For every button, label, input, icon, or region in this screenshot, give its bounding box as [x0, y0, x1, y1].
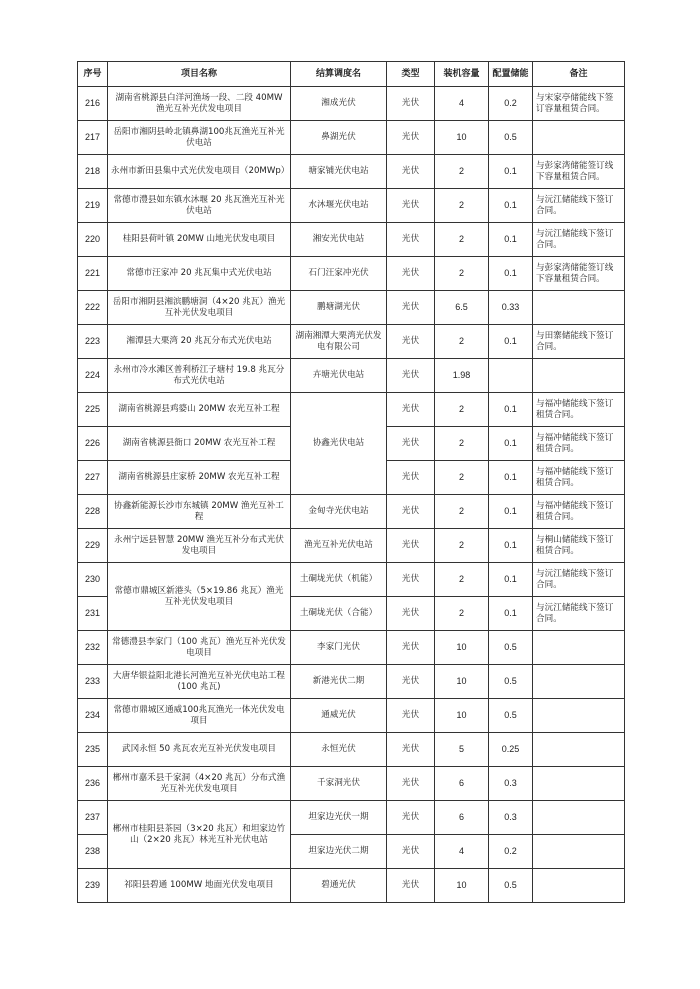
- remark: 与沅江储能线下签订合同。: [533, 189, 625, 223]
- project-name: 协鑫新能源长沙市东城镇 20MW 渔光互补工程: [108, 495, 291, 529]
- dispatch-name: 李家门光伏: [291, 631, 387, 665]
- table-row: [78, 733, 625, 767]
- table-row: [78, 563, 625, 597]
- capacity: 1.98: [435, 359, 489, 393]
- storage: [489, 359, 533, 393]
- row-number: 228: [78, 495, 108, 529]
- type: 光伏: [387, 427, 435, 461]
- row-number: 233: [78, 665, 108, 699]
- row-number: 231: [78, 597, 108, 631]
- table-header-row: [78, 62, 625, 87]
- capacity: 2: [435, 495, 489, 529]
- header-cell: 配置储能: [489, 62, 533, 87]
- remark: [533, 291, 625, 325]
- header-cell: 序号: [78, 62, 108, 87]
- capacity: 2: [435, 461, 489, 495]
- remark: 与田寨储能线下签订合同。: [533, 325, 625, 359]
- dispatch-name: 协鑫光伏电站: [291, 393, 387, 495]
- capacity: 2: [435, 189, 489, 223]
- storage: 0.1: [489, 393, 533, 427]
- storage: 0.1: [489, 495, 533, 529]
- dispatch-name: 永恒光伏: [291, 733, 387, 767]
- table-row: [78, 393, 625, 427]
- project-name: 郴州市嘉禾县千家洞（4×20 兆瓦）分布式渔光互补光伏发电项目: [108, 767, 291, 801]
- remark: [533, 665, 625, 699]
- table-row: [78, 529, 625, 563]
- row-number: 219: [78, 189, 108, 223]
- storage: 0.1: [489, 427, 533, 461]
- capacity: 2: [435, 529, 489, 563]
- type: 光伏: [387, 291, 435, 325]
- project-name: 桂阳县荷叶镇 20MW 山地光伏发电项目: [108, 223, 291, 257]
- type: 光伏: [387, 733, 435, 767]
- capacity: 2: [435, 427, 489, 461]
- row-number: 237: [78, 801, 108, 835]
- remark: 与沅江储能线下签订合同。: [533, 563, 625, 597]
- storage: 0.25: [489, 733, 533, 767]
- capacity: 2: [435, 325, 489, 359]
- storage: 0.2: [489, 835, 533, 869]
- table-row: [78, 223, 625, 257]
- remark: [533, 869, 625, 903]
- row-number: 229: [78, 529, 108, 563]
- remark: 与宋家亭储能线下签订容量租赁合同。: [533, 87, 625, 121]
- table-row: [78, 767, 625, 801]
- type: 光伏: [387, 767, 435, 801]
- remark: [533, 835, 625, 869]
- type: 光伏: [387, 461, 435, 495]
- type: 光伏: [387, 223, 435, 257]
- capacity: 2: [435, 257, 489, 291]
- type: 光伏: [387, 563, 435, 597]
- remark: 与彭家湾储能签订线下容量租赁合同。: [533, 257, 625, 291]
- remark: 与福冲储能线下签订租赁合同。: [533, 427, 625, 461]
- dispatch-name: 碧通光伏: [291, 869, 387, 903]
- type: 光伏: [387, 631, 435, 665]
- capacity: 2: [435, 597, 489, 631]
- project-name: 祁阳县碧通 100MW 地面光伏发电项目: [108, 869, 291, 903]
- dispatch-name: 塘家铺光伏电站: [291, 155, 387, 189]
- dispatch-name: 湘成光伏: [291, 87, 387, 121]
- type: 光伏: [387, 529, 435, 563]
- project-name: 岳阳市湘阴县湘滨鹏塘洞（4×20 兆瓦）渔光互补光伏发电项目: [108, 291, 291, 325]
- capacity: 6.5: [435, 291, 489, 325]
- header-cell: 备注: [533, 62, 625, 87]
- storage: 0.1: [489, 461, 533, 495]
- capacity: 2: [435, 393, 489, 427]
- row-number: 217: [78, 121, 108, 155]
- project-name: 湖南省桃源县衙口 20MW 农光互补工程: [108, 427, 291, 461]
- storage: 0.5: [489, 121, 533, 155]
- table-row: [78, 291, 625, 325]
- capacity: 10: [435, 665, 489, 699]
- table-row: [78, 325, 625, 359]
- table-row: [78, 359, 625, 393]
- table-row: [78, 495, 625, 529]
- project-name: 郴州市桂阳县茶园（3×20 兆瓦）和坦家边竹山（2×20 兆瓦）林光互补光伏电站: [108, 801, 291, 869]
- remark: 与福冲储能线下签订租赁合同。: [533, 495, 625, 529]
- storage: 0.33: [489, 291, 533, 325]
- project-name: 常德市汪家冲 20 兆瓦集中式光伏电站: [108, 257, 291, 291]
- project-name: 武冈永恒 50 兆瓦农光互补光伏发电项目: [108, 733, 291, 767]
- remark: 与福冲储能线下签订租赁合同。: [533, 393, 625, 427]
- type: 光伏: [387, 835, 435, 869]
- table-row: [78, 699, 625, 733]
- row-number: 226: [78, 427, 108, 461]
- capacity: 10: [435, 699, 489, 733]
- dispatch-name: 石门汪家冲光伏: [291, 257, 387, 291]
- type: 光伏: [387, 869, 435, 903]
- remark: [533, 699, 625, 733]
- capacity: 10: [435, 631, 489, 665]
- row-number: 223: [78, 325, 108, 359]
- type: 光伏: [387, 597, 435, 631]
- storage: 0.1: [489, 325, 533, 359]
- dispatch-name: 土硐垅光伏（机能）: [291, 563, 387, 597]
- table-row: [78, 665, 625, 699]
- storage: 0.1: [489, 257, 533, 291]
- dispatch-name: 土硐垅光伏（合能）: [291, 597, 387, 631]
- project-name: 永州宁远县智慧 20MW 渔光互补分布式光伏发电项目: [108, 529, 291, 563]
- dispatch-name: 千家洞光伏: [291, 767, 387, 801]
- row-number: 230: [78, 563, 108, 597]
- type: 光伏: [387, 325, 435, 359]
- row-number: 234: [78, 699, 108, 733]
- storage: 0.3: [489, 801, 533, 835]
- table-row: [78, 869, 625, 903]
- type: 光伏: [387, 189, 435, 223]
- storage: 0.1: [489, 189, 533, 223]
- table-row: [78, 121, 625, 155]
- row-number: 239: [78, 869, 108, 903]
- table-row: [78, 87, 625, 121]
- storage: 0.5: [489, 631, 533, 665]
- type: 光伏: [387, 699, 435, 733]
- dispatch-name: 鹏塘湖光伏: [291, 291, 387, 325]
- row-number: 227: [78, 461, 108, 495]
- capacity: 2: [435, 223, 489, 257]
- dispatch-name: 渔光互补光伏电站: [291, 529, 387, 563]
- row-number: 216: [78, 87, 108, 121]
- storage: 0.1: [489, 597, 533, 631]
- row-number: 236: [78, 767, 108, 801]
- remark: 与桐山储能线下签订租赁合同。: [533, 529, 625, 563]
- storage: 0.2: [489, 87, 533, 121]
- dispatch-name: 新港光伏二期: [291, 665, 387, 699]
- storage: 0.3: [489, 767, 533, 801]
- storage: 0.5: [489, 665, 533, 699]
- remark: 与沅江储能线下签订合同。: [533, 597, 625, 631]
- dispatch-name: 湘安光伏电站: [291, 223, 387, 257]
- dispatch-name: 金甸寺光伏电站: [291, 495, 387, 529]
- dispatch-name: 通威光伏: [291, 699, 387, 733]
- storage: 0.1: [489, 223, 533, 257]
- remark: 与沅江储能线下签订合同。: [533, 223, 625, 257]
- capacity: 6: [435, 767, 489, 801]
- type: 光伏: [387, 257, 435, 291]
- capacity: 2: [435, 155, 489, 189]
- remark: [533, 631, 625, 665]
- header-cell: 装机容量: [435, 62, 489, 87]
- remark: 与福冲储能线下签订租赁合同。: [533, 461, 625, 495]
- remark: [533, 359, 625, 393]
- remark: [533, 801, 625, 835]
- row-number: 218: [78, 155, 108, 189]
- row-number: 221: [78, 257, 108, 291]
- capacity: 5: [435, 733, 489, 767]
- table-row: [78, 155, 625, 189]
- storage: 0.1: [489, 529, 533, 563]
- type: 光伏: [387, 801, 435, 835]
- capacity: 4: [435, 835, 489, 869]
- row-number: 224: [78, 359, 108, 393]
- storage: 0.5: [489, 869, 533, 903]
- row-number: 232: [78, 631, 108, 665]
- type: 光伏: [387, 393, 435, 427]
- row-number: 235: [78, 733, 108, 767]
- table-row: [78, 801, 625, 835]
- capacity: 10: [435, 869, 489, 903]
- capacity: 4: [435, 87, 489, 121]
- project-name: 湖南省桃源县鸡婆山 20MW 农光互补工程: [108, 393, 291, 427]
- capacity: 10: [435, 121, 489, 155]
- capacity: 2: [435, 563, 489, 597]
- storage: 0.1: [489, 155, 533, 189]
- project-name: 常德市鼎城区通威100兆瓦渔光一体光伏发电项目: [108, 699, 291, 733]
- header-cell: 结算调度名: [291, 62, 387, 87]
- header-cell: 类型: [387, 62, 435, 87]
- project-name: 大唐华银益阳北港长河渔光互补光伏电站工程(100 兆瓦): [108, 665, 291, 699]
- type: 光伏: [387, 665, 435, 699]
- type: 光伏: [387, 359, 435, 393]
- project-name: 湖南省桃源县白洋河渔场一段、二段 40MW 渔光互补光伏发电项目: [108, 87, 291, 121]
- remark: [533, 121, 625, 155]
- dispatch-name: 坦家边光伏一期: [291, 801, 387, 835]
- row-number: 222: [78, 291, 108, 325]
- header-cell: 项目名称: [108, 62, 291, 87]
- capacity: 6: [435, 801, 489, 835]
- project-name: 永州市冷水滩区普利桥江子塘村 19.8 兆瓦分布式光伏电站: [108, 359, 291, 393]
- dispatch-name: 水沐堰光伏电站: [291, 189, 387, 223]
- project-name: 常德市澧县如东镇水沐堰 20 兆瓦渔光互补光伏电站: [108, 189, 291, 223]
- type: 光伏: [387, 495, 435, 529]
- dispatch-name: 湖南湘潭大栗湾光伏发电有限公司: [291, 325, 387, 359]
- table-row: [78, 631, 625, 665]
- project-name: 湘潭县大栗湾 20 兆瓦分布式光伏电站: [108, 325, 291, 359]
- project-name: 常德澧县李家门（100 兆瓦）渔光互补光伏发电项目: [108, 631, 291, 665]
- type: 光伏: [387, 155, 435, 189]
- storage: 0.5: [489, 699, 533, 733]
- project-name: 岳阳市湘阴县岭北镇鼻湖100兆瓦渔光互补光伏电站: [108, 121, 291, 155]
- project-name: 湖南省桃源县庄家桥 20MW 农光互补工程: [108, 461, 291, 495]
- remark: [533, 733, 625, 767]
- type: 光伏: [387, 121, 435, 155]
- project-name: 常德市鼎城区新港头（5×19.86 兆瓦）渔光互补光伏发电项目: [108, 563, 291, 631]
- remark: [533, 767, 625, 801]
- dispatch-name: 坦家边光伏二期: [291, 835, 387, 869]
- project-table: [77, 61, 625, 903]
- dispatch-name: 鼻湖光伏: [291, 121, 387, 155]
- project-name: 永州市新田县集中式光伏发电项目（20MWp）: [108, 155, 291, 189]
- row-number: 238: [78, 835, 108, 869]
- row-number: 225: [78, 393, 108, 427]
- remark: 与彭家湾储能签订线下容量租赁合同。: [533, 155, 625, 189]
- type: 光伏: [387, 87, 435, 121]
- dispatch-name: 卉塘光伏电站: [291, 359, 387, 393]
- table-row: [78, 189, 625, 223]
- storage: 0.1: [489, 563, 533, 597]
- table-row: [78, 257, 625, 291]
- row-number: 220: [78, 223, 108, 257]
